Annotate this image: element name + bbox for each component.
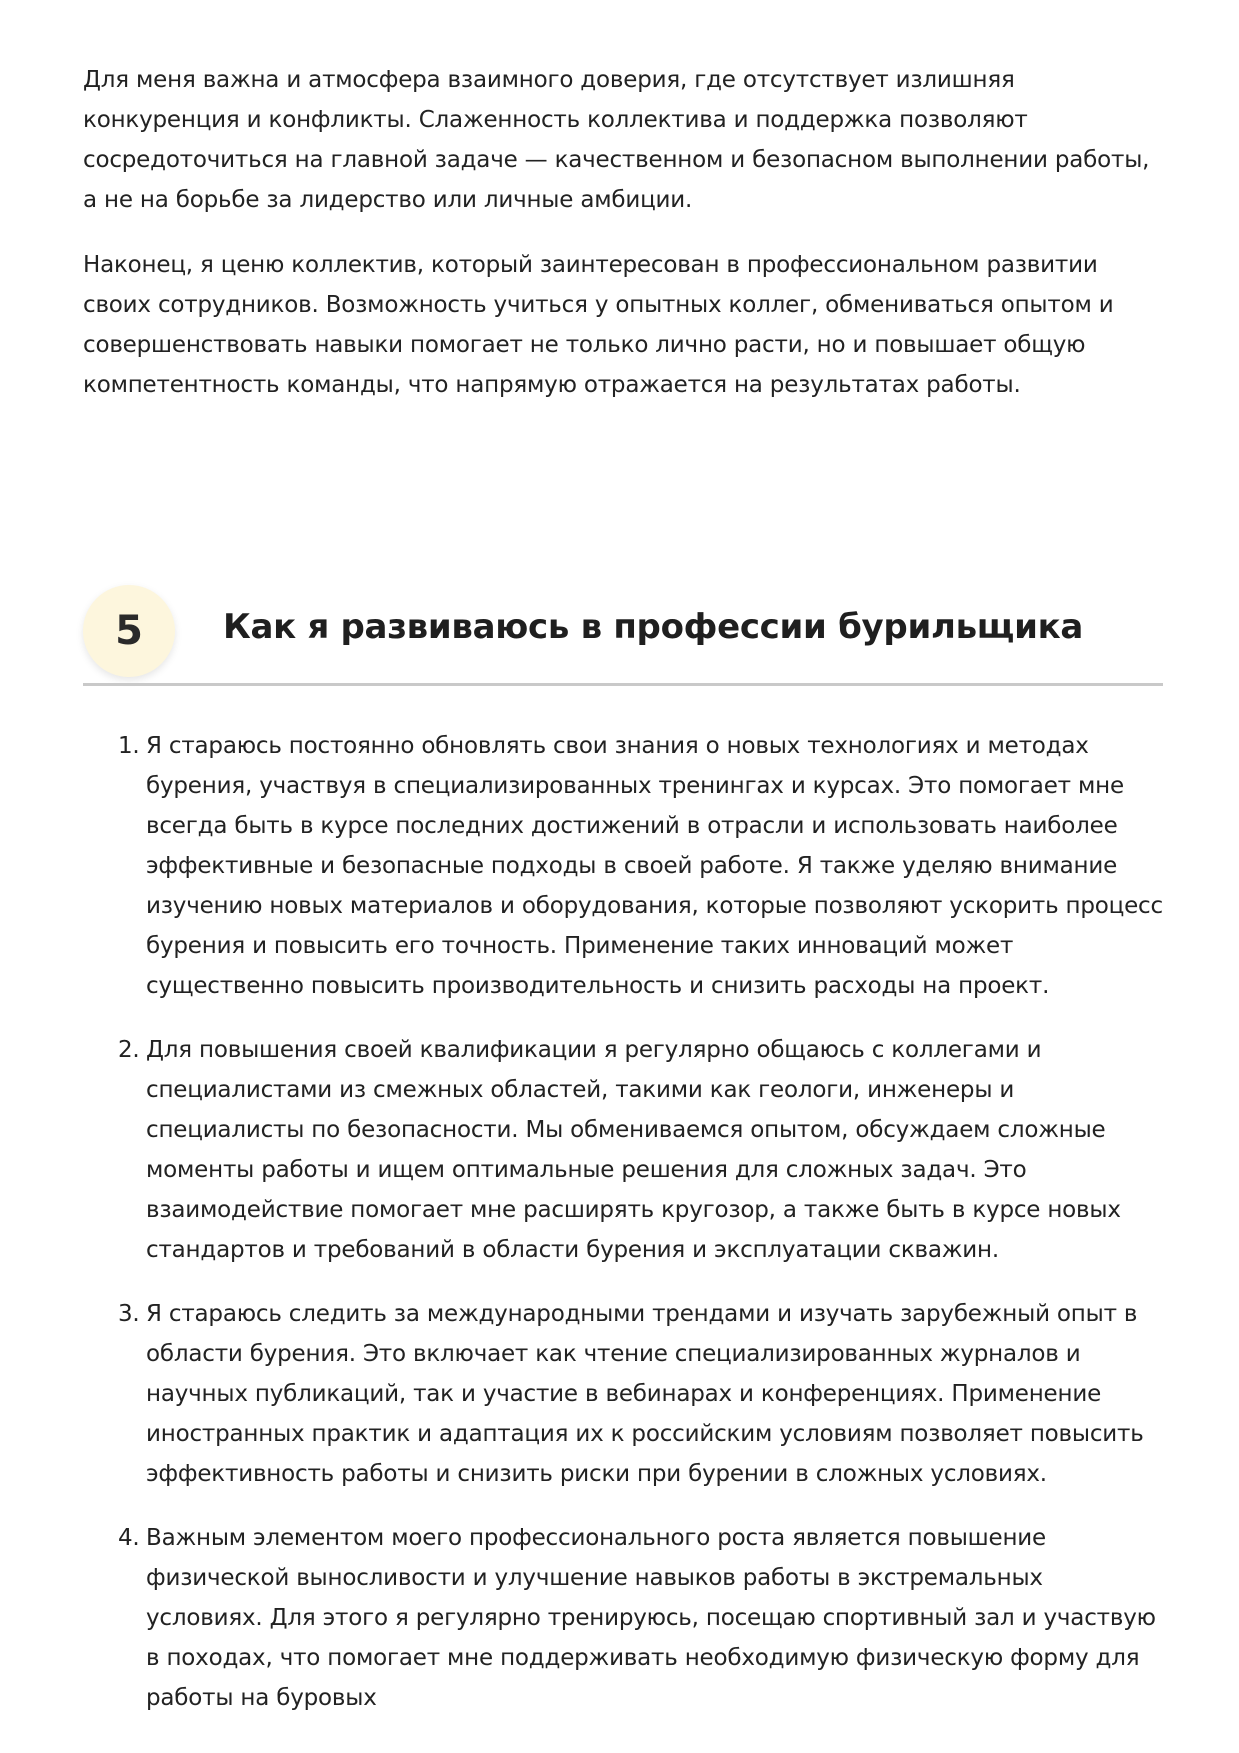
section-number-badge: 5 [83, 585, 175, 677]
numbered-list [83, 726, 1163, 1742]
list-item-text: Важным элементом моего профессионального роста является повышение физической выносливости и улучшение навыков работы в экстремальных условиях. Для этого я регулярно тренируюсь, посещаю спортивный зал и участвую в походах, что помогает мне поддерживать необходимую физическую форму для работы на буровых [146, 1525, 1156, 1711]
paragraph: Для меня важна и атмосфера взаимного доверия, где отсутствует излишняя конкуренция и конфликты. Слаженность коллектива и поддержка позволяют сосредоточиться на главной задаче — качественном и безопасном выполнении работы, а не на борьбе за лидерство или личные амбиции. [83, 67, 1150, 213]
list-item-text: Я стараюсь следить за международными трендами и изучать зарубежный опыт в области бурения. Это включает как чтение специализированных журналов и научных публикаций, так и участие в вебинарах и конференциях. Применение иностранных практик и адаптация их к российским условиям позволяет повысить эффективность работы и снизить риски при бурении в сложных условиях. [146, 1301, 1144, 1487]
paragraph: Наконец, я ценю коллектив, который заинтересован в профессиональном развитии своих сотрудников. Возможность учиться у опытных коллег, обмениваться опытом и совершенствовать навыки помогает не только лично расти, но и повышает общую компетентность команды, что напрямую отражается на результатах работы. [83, 252, 1114, 398]
list-item [83, 1518, 1163, 1718]
section-header [83, 585, 1163, 685]
list-item-number: 3. [118, 1301, 140, 1327]
list-item-text: Для повышения своей квалификации я регулярно общаюсь с коллегами и специалистами из смежных областей, такими как геологи, инженеры и специалисты по безопасности. Мы обмениваемся опытом, обсуждаем сложные моменты работы и ищем оптимальные решения для сложных задач. Это взаимодействие помогает мне расширять кругозор, а также быть в курсе новых стандартов и требований в области бурения и эксплуатации скважин. [146, 1037, 1121, 1263]
list-item-number: 2. [118, 1037, 140, 1063]
list-item [83, 726, 1163, 1006]
list-item-number: 1. [118, 733, 140, 759]
section-title: Как я развиваюсь в профессии бурильщика [223, 607, 1084, 647]
list-item [83, 1030, 1163, 1270]
list-item-number: 4. [118, 1525, 140, 1551]
list-item-text: Я стараюсь постоянно обновлять свои знания о новых технологиях и методах бурения, участвуя в специализированных тренингах и курсах. Это помогает мне всегда быть в курсе последних достижений в отрасли и использовать наиболее эффективные и безопасные подходы в своей работе. Я также уделяю внимание изучению новых материалов и оборудования, которые позволяют ускорить процесс бурения и повысить его точность. Применение таких инноваций может существенно повысить производительность и снизить расходы на проект. [146, 733, 1163, 999]
list-item [83, 1294, 1163, 1494]
section-divider [83, 683, 1163, 686]
